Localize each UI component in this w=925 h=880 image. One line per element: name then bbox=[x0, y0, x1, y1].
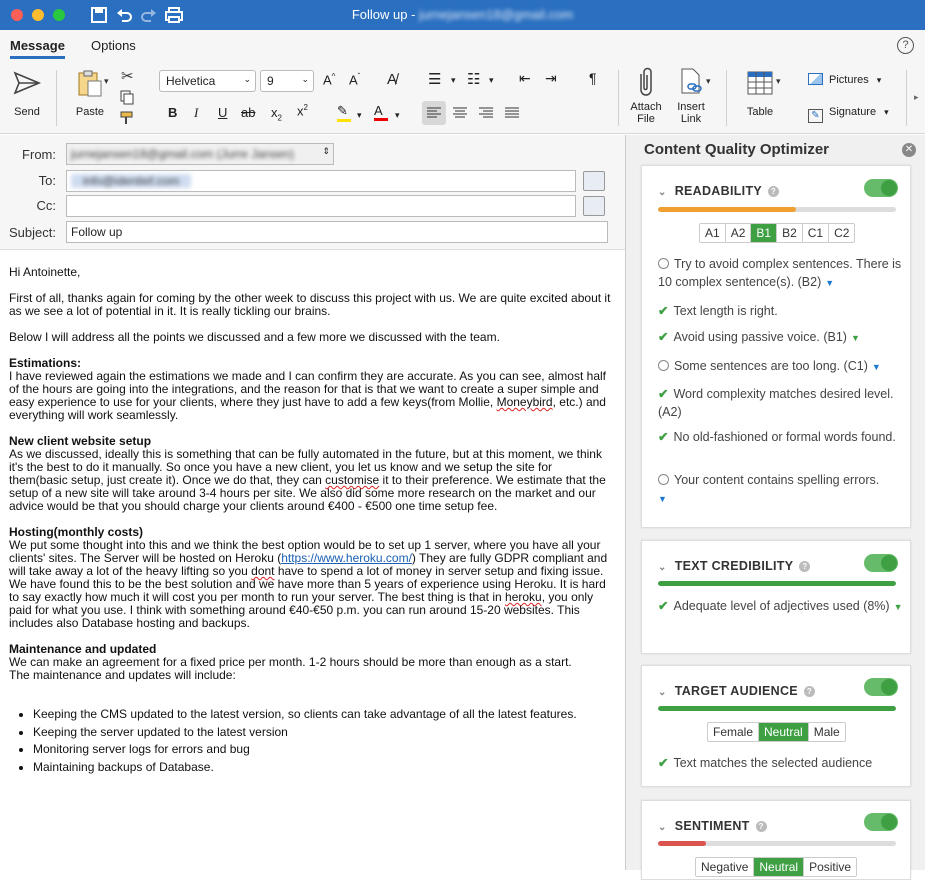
paragraph bbox=[9, 357, 614, 422]
check-icon: ✔ bbox=[658, 330, 669, 344]
credibility-toggle[interactable] bbox=[864, 554, 898, 572]
to-recipient[interactable]: info@identief.com bbox=[71, 174, 191, 188]
shrink-font-icon[interactable]: $A^ˇ$ bbox=[349, 72, 361, 88]
audience-score-fill bbox=[658, 706, 896, 711]
justify-icon[interactable] bbox=[500, 101, 524, 125]
align-left-button[interactable] bbox=[422, 101, 446, 125]
sentiment-option-negative[interactable]: Negative bbox=[696, 858, 754, 876]
link-label-1: Insert bbox=[677, 101, 705, 113]
help-icon[interactable]: ? bbox=[897, 37, 914, 54]
sentiment-score-fill bbox=[658, 841, 706, 846]
level-option-a2[interactable]: A2 bbox=[726, 224, 752, 242]
attach-label-1: Attach bbox=[630, 101, 662, 113]
item-text: Text length is right. bbox=[673, 304, 778, 318]
expand-icon[interactable]: ▼ bbox=[658, 494, 667, 504]
expand-icon[interactable]: ▼ bbox=[825, 278, 835, 288]
text-run: We can make an agreement for a fixed price per month. 1-2 hours should be more than enough as a start. bbox=[9, 655, 572, 669]
readability-score-bar bbox=[658, 207, 896, 212]
list-item: • Keeping the CMS updated to the latest version, so clients can take advantage of all the latest features. bbox=[33, 708, 614, 721]
ribbon-tabs bbox=[0, 30, 925, 62]
sentiment-header[interactable] bbox=[658, 819, 767, 833]
audience-option-neutral[interactable]: Neutral bbox=[759, 723, 809, 741]
text-run: The maintenance and updates will include: bbox=[9, 668, 236, 682]
help-icon[interactable]: ? bbox=[768, 186, 779, 197]
pane-title: Content Quality Optimizer bbox=[644, 141, 830, 158]
list-item: • Keeping the server updated to the latest version bbox=[33, 726, 614, 739]
section-heading: New client website setup bbox=[9, 434, 152, 448]
title-bar bbox=[0, 0, 925, 30]
increase-indent-icon[interactable]: ⇥ bbox=[545, 70, 557, 86]
open-circle-icon bbox=[658, 258, 669, 269]
ribbon-more-icon[interactable]: ▸ bbox=[914, 92, 919, 102]
paragraph bbox=[9, 643, 614, 682]
paragraph: First of all, thanks again for coming by the other week to discuss this project with us. We are quite excited about it as we see a lot of potential in it. It is really tickling our brains. bbox=[9, 291, 611, 318]
pictures-button[interactable] bbox=[808, 73, 896, 86]
numbering-icon[interactable]: ☷ bbox=[467, 71, 481, 88]
section-heading: Estimations: bbox=[9, 356, 82, 370]
to-label: To: bbox=[38, 173, 56, 188]
send-icon bbox=[12, 68, 42, 98]
paragraph bbox=[9, 526, 614, 630]
item-text: Your content contains spelling errors. bbox=[674, 473, 880, 487]
item-text: Avoid using passive voice. (B1) bbox=[673, 330, 847, 344]
from-label: From: bbox=[22, 147, 56, 162]
window-title-separator: - bbox=[407, 7, 420, 22]
open-circle-icon bbox=[658, 360, 669, 371]
highlight-icon[interactable]: ✎ bbox=[337, 103, 351, 122]
format-painter-icon[interactable] bbox=[119, 110, 135, 126]
text-run: As we discussed, ideally this is something that can be fully automated in the future, but at this moment, we think it's the best to do it manually. So once you have a new client, you let us know and we setup the site for them(basic setup, just create it). Once we do that, they can bbox=[9, 447, 602, 487]
misspelled-word: dont bbox=[251, 564, 275, 578]
updown-icon: ⇕ bbox=[322, 146, 330, 156]
font-family-select[interactable] bbox=[159, 70, 256, 92]
link-label-2: Link bbox=[680, 113, 702, 125]
signature-icon: ✎ bbox=[808, 109, 823, 123]
check-icon: ✔ bbox=[658, 430, 669, 444]
paragraph bbox=[9, 435, 614, 513]
misspelled-word: customise bbox=[325, 473, 380, 487]
insert-link-button[interactable] bbox=[671, 66, 711, 125]
send-label: Send bbox=[14, 106, 40, 118]
signature-label: Signature bbox=[829, 106, 877, 118]
message-header bbox=[0, 135, 625, 250]
misspelled-word: Moneybird bbox=[496, 395, 553, 409]
message-body[interactable] bbox=[9, 266, 614, 778]
audience-card bbox=[641, 665, 911, 787]
text-run: ) They are fully GDPR compliant and will take away a lot of the heavy lifting so you bbox=[9, 551, 608, 578]
audience-option-female[interactable]: Female bbox=[708, 723, 759, 741]
cut-icon[interactable]: ✂ bbox=[121, 68, 134, 85]
clear-formatting-icon[interactable]: A̸ bbox=[387, 71, 398, 88]
audience-selector bbox=[707, 722, 846, 742]
credibility-card bbox=[641, 540, 911, 654]
level-selector bbox=[699, 223, 855, 243]
greeting: Hi Antoinette, bbox=[9, 265, 81, 279]
text-run: I have reviewed again the estimations we made and I can confirm they are accurate. As you can see, almost half of the hours are going into the integrations, and the reason for that is that we want to create a super simple and easy experience to use for your clients, where they just have to add a few keys(from Mollie, bbox=[9, 369, 606, 409]
credibility-header[interactable] bbox=[658, 559, 810, 573]
text-run: , you only paid for what you use. I think with something around €40-€50 p.m. you can run around 15-20 websites. This includes also Database hosting and backups. bbox=[9, 590, 594, 630]
window-title-text: Follow up bbox=[351, 7, 408, 22]
readability-card bbox=[641, 165, 911, 528]
table-dropdown-icon[interactable]: ▾ bbox=[776, 76, 781, 86]
numbering-dropdown-icon[interactable]: ▾ bbox=[489, 75, 494, 85]
level-option-a1[interactable]: A1 bbox=[700, 224, 726, 242]
text-run: , etc.) and everything will work seamlessly. bbox=[9, 395, 606, 422]
check-icon: ✔ bbox=[658, 387, 669, 401]
align-left-icon bbox=[422, 101, 446, 125]
ribbon-divider bbox=[906, 70, 907, 126]
sentiment-card bbox=[641, 800, 911, 880]
align-center-icon[interactable] bbox=[448, 101, 472, 125]
chevron-down-icon: ⌄ bbox=[301, 74, 309, 84]
bold-icon[interactable]: B bbox=[168, 105, 178, 120]
help-icon[interactable]: ? bbox=[799, 561, 810, 572]
expand-icon[interactable]: ▼ bbox=[893, 602, 903, 612]
credibility-score-fill bbox=[658, 581, 896, 586]
expand-icon[interactable]: ▼ bbox=[850, 333, 860, 343]
level-option-b1[interactable]: B1 bbox=[751, 224, 777, 242]
sentiment-selector bbox=[695, 857, 857, 877]
credibility-score-bar bbox=[658, 581, 896, 586]
attach-label-2: File bbox=[637, 113, 655, 125]
superscript-icon[interactable]: $x^2$ bbox=[297, 103, 308, 119]
audience-heading: TARGET AUDIENCE bbox=[674, 684, 798, 698]
ribbon-divider bbox=[726, 70, 727, 126]
strikethrough-icon[interactable]: ab bbox=[241, 105, 256, 120]
readability-toggle[interactable] bbox=[864, 179, 898, 197]
heroku-link[interactable]: https://www.heroku.com/ bbox=[281, 551, 412, 565]
credibility-heading: TEXT CREDIBILITY bbox=[674, 559, 794, 573]
readability-score-fill bbox=[658, 207, 796, 212]
font-color-dropdown-icon[interactable]: ▾ bbox=[395, 110, 400, 120]
ribbon-divider bbox=[56, 70, 57, 126]
bullets-dropdown-icon[interactable]: ▾ bbox=[451, 75, 456, 85]
chevron-down-icon: ⌄ bbox=[658, 687, 667, 698]
sentiment-score-bar bbox=[658, 841, 896, 846]
close-icon[interactable]: ✕ bbox=[902, 143, 916, 157]
link-dropdown-icon[interactable]: ▾ bbox=[706, 76, 711, 86]
signature-dropdown-icon: ▾ bbox=[884, 107, 889, 117]
table-icon bbox=[745, 68, 775, 98]
check-icon: ✔ bbox=[658, 304, 669, 318]
highlight-dropdown-icon[interactable]: ▾ bbox=[357, 110, 362, 120]
readability-item bbox=[658, 302, 903, 320]
sentiment-heading: SENTIMENT bbox=[674, 819, 750, 833]
chevron-down-icon: ⌄ bbox=[243, 74, 251, 84]
item-text: Text matches the selected audience bbox=[673, 756, 873, 770]
tab-options[interactable]: Options bbox=[91, 38, 136, 53]
readability-item bbox=[658, 471, 903, 508]
sentiment-option-neutral[interactable]: Neutral bbox=[754, 858, 804, 876]
list-item: • Maintaining backups of Database. bbox=[33, 761, 614, 774]
item-text: No old-fashioned or formal words found. bbox=[673, 430, 896, 444]
ribbon bbox=[0, 62, 925, 134]
readability-item bbox=[658, 255, 903, 292]
item-text: Word complexity matches desired level. (A2) bbox=[658, 387, 894, 419]
audience-header[interactable] bbox=[658, 684, 815, 698]
audience-toggle[interactable] bbox=[864, 678, 898, 696]
help-icon[interactable]: ? bbox=[804, 686, 815, 697]
text-run: have to spend a lot of money in server setup and fixing issue. We have found this to be the best solution and we have more than 5 years of experience using Heroku. It is hard to say exactly how much it will cost you per month to run your server. The best thing is that in bbox=[9, 564, 606, 604]
bullet-list bbox=[33, 708, 614, 774]
sentiment-option-positive[interactable]: Positive bbox=[809, 860, 852, 874]
item-text: Adequate level of adjectives used (8%) bbox=[673, 599, 890, 613]
font-family-value: Helvetica bbox=[166, 74, 216, 88]
copy-icon[interactable] bbox=[119, 89, 135, 105]
subject-field[interactable]: Follow up bbox=[66, 221, 608, 243]
tab-message[interactable]: Message bbox=[10, 38, 65, 59]
to-field[interactable] bbox=[66, 170, 576, 192]
picture-icon bbox=[808, 73, 823, 85]
check-icon: ✔ bbox=[658, 756, 669, 770]
list-item: • Monitoring server logs for errors and bug bbox=[33, 743, 614, 756]
chevron-down-icon: ⌄ bbox=[658, 822, 667, 833]
italic-icon[interactable]: I bbox=[194, 105, 199, 120]
decrease-indent-icon[interactable]: ⇤ bbox=[519, 70, 531, 86]
paragraph: Below I will address all the points we discussed and a few more we discussed with the team. bbox=[9, 330, 500, 344]
item-text: Some sentences are too long. (C1) bbox=[674, 359, 868, 373]
sentiment-toggle[interactable] bbox=[864, 813, 898, 831]
readability-item bbox=[658, 357, 903, 376]
grow-font-icon[interactable]: A^ bbox=[323, 72, 336, 88]
font-size-select[interactable] bbox=[260, 70, 314, 92]
readability-item bbox=[658, 385, 903, 421]
link-icon bbox=[676, 66, 706, 98]
credibility-item bbox=[658, 597, 903, 616]
pictures-label: Pictures bbox=[829, 74, 869, 86]
address-book-icon[interactable] bbox=[583, 196, 605, 216]
cc-field[interactable] bbox=[66, 195, 576, 217]
underline-icon[interactable]: U bbox=[218, 105, 228, 120]
level-option-b2[interactable]: B2 bbox=[777, 224, 803, 242]
ribbon-divider bbox=[618, 70, 619, 126]
bullets-icon[interactable]: ☰ bbox=[428, 71, 442, 88]
section-heading: Maintenance and updated bbox=[9, 642, 157, 656]
audience-score-bar bbox=[658, 706, 896, 711]
content-quality-pane bbox=[625, 135, 925, 874]
show-formatting-icon[interactable]: ¶ bbox=[589, 70, 597, 86]
audience-item bbox=[658, 754, 903, 772]
font-color-icon[interactable]: A bbox=[374, 103, 388, 121]
check-icon: ✔ bbox=[658, 599, 669, 613]
table-label: Table bbox=[746, 106, 774, 118]
item-text: Try to avoid complex sentences. There is 10 complex sentence(s). (B2) bbox=[658, 257, 902, 289]
help-icon[interactable]: ? bbox=[756, 821, 767, 832]
font-size-value: 9 bbox=[267, 74, 274, 88]
level-option-c2[interactable]: C2 bbox=[834, 226, 850, 240]
subject-label: Subject: bbox=[9, 225, 56, 240]
window-title-account: jurnejansen18@gmail.com bbox=[419, 7, 574, 22]
readability-heading: READABILITY bbox=[674, 184, 763, 198]
open-circle-icon bbox=[658, 474, 669, 485]
send-button[interactable] bbox=[8, 68, 46, 118]
clipboard-icon bbox=[75, 68, 105, 98]
align-right-icon[interactable] bbox=[474, 101, 498, 125]
from-select[interactable] bbox=[66, 143, 334, 165]
paperclip-icon bbox=[631, 66, 661, 98]
attach-file-button[interactable] bbox=[627, 66, 665, 125]
readability-header[interactable] bbox=[658, 184, 779, 198]
text-run: it to their preference. We estimate that the setup of a new site will take around 3-4 hours per site. We also did some more research on the market and our advice would be that you should charge your clients around €400 - €500 one time setup fee. bbox=[9, 473, 606, 513]
section-heading: Hosting(monthly costs) bbox=[9, 525, 143, 539]
audience-option-male[interactable]: Male bbox=[813, 725, 840, 739]
text-run: We put some thought into this and we think the best option would be to set up 1 server, where you have all your clients' sites. The Server will be hosted on Heroku ( bbox=[9, 538, 601, 565]
misspelled-word: heroku bbox=[505, 590, 542, 604]
paste-label: Paste bbox=[75, 106, 105, 118]
window-title bbox=[0, 7, 925, 22]
level-option-c1[interactable]: C1 bbox=[803, 224, 829, 242]
chevron-down-icon: ⌄ bbox=[658, 187, 667, 198]
chevron-down-icon: ⌄ bbox=[658, 562, 667, 573]
readability-item bbox=[658, 428, 903, 446]
pictures-dropdown-icon: ▾ bbox=[876, 75, 882, 85]
readability-item bbox=[658, 328, 903, 347]
from-value: jurnejansen18@gmail.com (Jurre Jansen) bbox=[71, 147, 294, 161]
address-book-icon[interactable] bbox=[583, 171, 605, 191]
expand-icon[interactable]: ▼ bbox=[871, 362, 881, 372]
signature-button[interactable] bbox=[808, 106, 900, 123]
paste-dropdown-icon[interactable]: ▾ bbox=[104, 76, 109, 86]
subscript-icon[interactable]: $x_2$ bbox=[271, 105, 282, 123]
cc-label: Cc: bbox=[36, 198, 56, 213]
